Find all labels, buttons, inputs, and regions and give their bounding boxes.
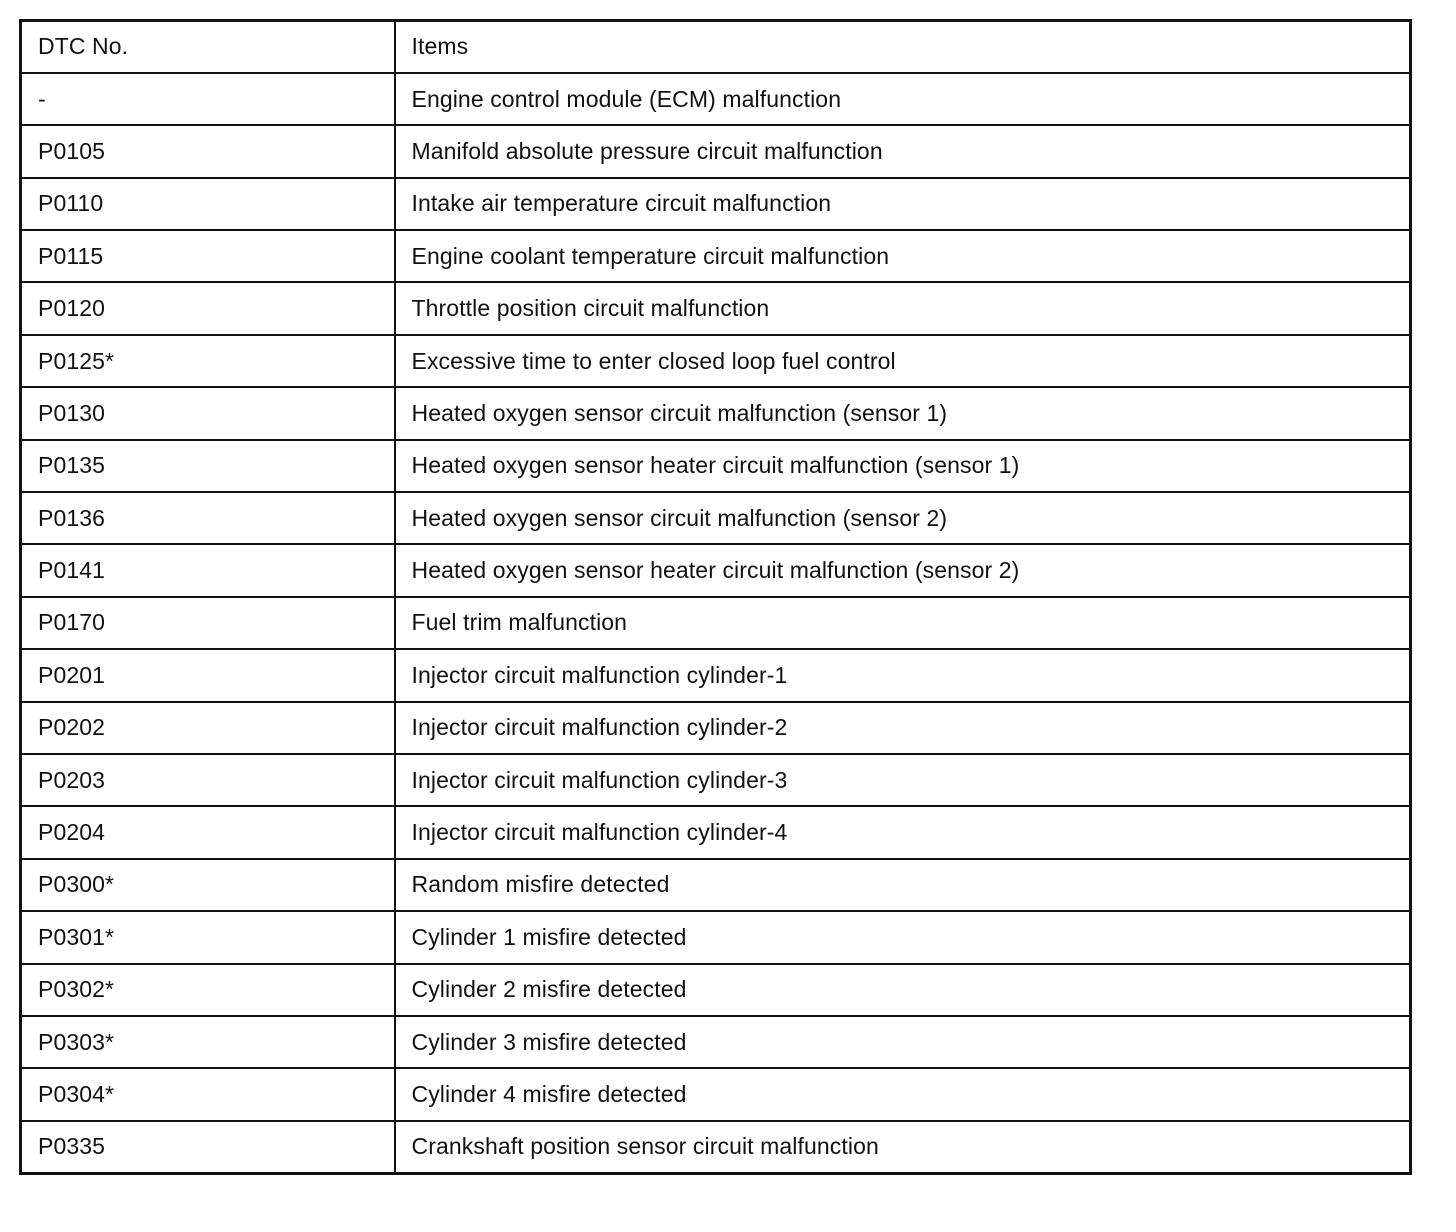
table-row (21, 806, 1411, 858)
header-row (21, 21, 1411, 73)
dtc-item-cell: Intake air temperature circuit malfunction (395, 178, 1411, 230)
table-row (21, 859, 1411, 911)
table-header (21, 21, 1411, 73)
table-body (21, 73, 1411, 1173)
dtc-code-cell: P0304* (21, 1068, 395, 1120)
dtc-item-cell: Cylinder 4 misfire detected (395, 1068, 1411, 1120)
dtc-item-cell: Cylinder 3 misfire detected (395, 1016, 1411, 1068)
dtc-item-cell: Heated oxygen sensor circuit malfunction (sensor 2) (395, 492, 1411, 544)
dtc-item-cell: Crankshaft position sensor circuit malfunction (395, 1121, 1411, 1173)
table-row (21, 230, 1411, 282)
table-row (21, 1068, 1411, 1120)
table-row (21, 335, 1411, 387)
table-row (21, 754, 1411, 806)
dtc-code-cell: P0300* (21, 859, 395, 911)
table-row (21, 1016, 1411, 1068)
table-row (21, 125, 1411, 177)
dtc-item-cell: Cylinder 2 misfire detected (395, 964, 1411, 1016)
dtc-item-cell: Engine coolant temperature circuit malfunction (395, 230, 1411, 282)
dtc-code-cell: P0105 (21, 125, 395, 177)
dtc-code-cell: P0204 (21, 806, 395, 858)
dtc-item-cell: Cylinder 1 misfire detected (395, 911, 1411, 963)
table-row (21, 911, 1411, 963)
table-row (21, 178, 1411, 230)
dtc-code-cell: P0125* (21, 335, 395, 387)
dtc-item-cell: Injector circuit malfunction cylinder-3 (395, 754, 1411, 806)
dtc-code-cell: P0130 (21, 387, 395, 439)
dtc-code-cell: P0303* (21, 1016, 395, 1068)
table-row (21, 1121, 1411, 1173)
header-dtc-no: DTC No. (21, 21, 395, 73)
table-row (21, 702, 1411, 754)
dtc-code-cell: P0201 (21, 649, 395, 701)
dtc-code-cell: P0335 (21, 1121, 395, 1173)
dtc-code-cell: P0120 (21, 282, 395, 334)
table-row (21, 387, 1411, 439)
dtc-code-cell: - (21, 73, 395, 125)
header-items: Items (395, 21, 1411, 73)
dtc-code-cell: P0301* (21, 911, 395, 963)
dtc-code-cell: P0141 (21, 544, 395, 596)
table-row (21, 73, 1411, 125)
dtc-code-cell: P0203 (21, 754, 395, 806)
dtc-item-cell: Injector circuit malfunction cylinder-1 (395, 649, 1411, 701)
table-row (21, 440, 1411, 492)
dtc-item-cell: Heated oxygen sensor heater circuit malfunction (sensor 1) (395, 440, 1411, 492)
dtc-item-cell: Engine control module (ECM) malfunction (395, 73, 1411, 125)
table-row (21, 649, 1411, 701)
dtc-table (19, 19, 1412, 1175)
dtc-item-cell: Excessive time to enter closed loop fuel control (395, 335, 1411, 387)
table-row (21, 282, 1411, 334)
dtc-item-cell: Random misfire detected (395, 859, 1411, 911)
dtc-code-cell: P0302* (21, 964, 395, 1016)
table-row (21, 492, 1411, 544)
dtc-code-cell: P0136 (21, 492, 395, 544)
table-row (21, 964, 1411, 1016)
table-row (21, 597, 1411, 649)
dtc-code-cell: P0170 (21, 597, 395, 649)
dtc-item-cell: Heated oxygen sensor heater circuit malfunction (sensor 2) (395, 544, 1411, 596)
dtc-item-cell: Fuel trim malfunction (395, 597, 1411, 649)
dtc-item-cell: Manifold absolute pressure circuit malfunction (395, 125, 1411, 177)
dtc-item-cell: Heated oxygen sensor circuit malfunction (sensor 1) (395, 387, 1411, 439)
dtc-item-cell: Throttle position circuit malfunction (395, 282, 1411, 334)
dtc-code-cell: P0110 (21, 178, 395, 230)
dtc-item-cell: Injector circuit malfunction cylinder-2 (395, 702, 1411, 754)
dtc-item-cell: Injector circuit malfunction cylinder-4 (395, 806, 1411, 858)
dtc-code-cell: P0135 (21, 440, 395, 492)
table-row (21, 544, 1411, 596)
dtc-code-cell: P0115 (21, 230, 395, 282)
dtc-code-cell: P0202 (21, 702, 395, 754)
